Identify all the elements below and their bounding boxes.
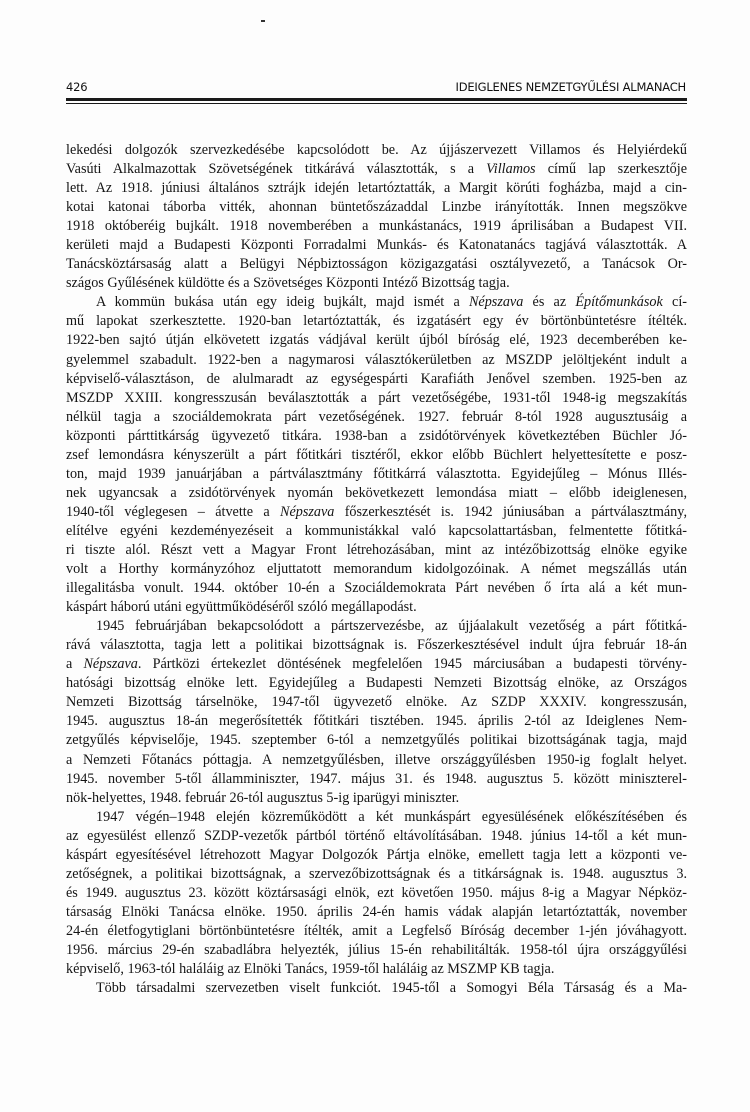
text-line — [66, 446, 687, 465]
text-line — [66, 389, 687, 408]
text-run: című lap szerkesztője — [535, 161, 687, 178]
text-run: Vasúti Alkalmazottak Szövetségének titkárává választották, s a — [66, 161, 487, 178]
text-line — [66, 712, 687, 731]
text-run: képviselő, 1963-tól haláláig az Elnöki Tanács, 1959-től haláláig az MSZMP KB tagja. — [66, 961, 555, 978]
text-run: 1945 februárjában bekapcsolódott a pártszervezésbe, az újjáalakult vezetőség a párt főtitká- — [96, 618, 687, 635]
text-line — [66, 503, 687, 522]
text-run: központi párttitkárság ügyvezető titkára. 1938-ban a zsidótörvények következtében Büchler Jó- — [66, 427, 687, 444]
text-run: elítélve egyéni kezdeményezéseit a kommunistákkal való kapcsolattartásban, felmentette főtitká- — [66, 522, 687, 539]
text-line — [66, 408, 687, 427]
text-run: 1956. március 29-én szabadlábra helyezték, július 15-én rehabilitálták. 1958-tól újra országgyűlési — [66, 941, 687, 958]
text-run: 1940-től véglegesen – átvette a — [66, 503, 280, 520]
text-run: mű lapokat szerkesztette. 1920-ban letartóztatták, és izgatásért egy év börtönbüntetésre ítélték. — [66, 313, 687, 330]
paragraph — [66, 141, 687, 293]
text-run: Nemzeti Bizottság társelnöke, 1947-től ügyvezető elnöke. Az SZDP XXXIV. kongresszusán, — [66, 694, 687, 711]
text-run: 1947 végén–1948 elején közreműködött a két munkáspárt egyesülésének előkészítésében és — [96, 808, 687, 825]
text-run: és 1949. augusztus 23. között köztársasági elnök, ezt követően 1950. május 8-ig a Magyar Népköz- — [66, 884, 687, 901]
text-line — [66, 351, 687, 370]
text-run: nek ugyancsak a zsidótörvények nyomán bekövetkezett lemondása miatt – előbb ideiglenesen, — [66, 484, 687, 501]
text-run: nök-helyettes, 1948. február 26-tól augusztus 5-ig iparügyi miniszter. — [66, 789, 460, 806]
text-line — [66, 979, 687, 998]
text-line — [66, 370, 687, 389]
text-run: ri tiszte alól. Részt vett a Magyar Front létrehozásában, mint az intézőbizottság elnöke egyike — [66, 541, 687, 558]
text-line — [66, 827, 687, 846]
book-title: IDEIGLENES NEMZETGYŰLÉSI ALMANACH — [455, 80, 686, 94]
text-run: és az — [523, 294, 576, 311]
text-run: hatósági bizottság elnöke lett. Egyidejűleg a Budapesti Nemzeti Bizottság elnöke, az Országos — [66, 675, 687, 692]
text-line — [66, 903, 687, 922]
italic-title: Népszava — [279, 503, 335, 520]
text-line — [66, 770, 687, 789]
paragraph — [66, 979, 687, 998]
italic-title: Villamos — [486, 161, 536, 178]
text-run: ton, majd 1939 januárjában a pártválasztmány főtitkárrá választotta. Egyidejűleg – Mónus Illés- — [66, 465, 687, 482]
text-run: zsef lemondásra kényszerült a párt főtitkári tisztéről, ekkor előbb Büchlert helyettesítette e posz- — [66, 446, 687, 463]
text-run: 1918 októberéig bujkált. 1918 novemberében a munkástanács, 1919 áprilisában a Budapest VII. — [66, 218, 687, 235]
text-run: illegalitásba vonult. 1944. október 10-én a Szociáldemokrata Párt nevében ő írta alá a két mun- — [66, 580, 687, 597]
text-run: MSZDP XXIII. kongresszusán beválasztották a párt vezetőségébe, 1931-től 1948-ig megszakítás — [66, 389, 687, 406]
text-line — [66, 293, 687, 312]
text-line — [66, 331, 687, 350]
text-line — [66, 617, 687, 636]
text-line — [66, 141, 687, 160]
scan-speck — [261, 20, 265, 22]
text-line — [66, 941, 687, 960]
text-line — [66, 846, 687, 865]
text-line — [66, 884, 687, 903]
text-run: a — [66, 656, 84, 673]
text-run: gyelemmel szabadult. 1922-ben a nagymarosi választókerületben az MSZDP jelöltjeként indult a — [66, 351, 687, 368]
page-number: 426 — [66, 80, 88, 94]
text-run: 1945. augusztus 18-án megerősítették főtitkári tisztében. 1945. április 2-tól az Ideiglenes Nem- — [66, 713, 687, 730]
text-line — [66, 808, 687, 827]
text-run: főszerkesztését is. 1942 júniusában a pártválasztmány, — [334, 503, 687, 520]
text-run: kotai katonai táborba vitték, ahonnan büntetőszázaddal Linzbe irányították. Innen megszökve — [66, 199, 687, 216]
text-line — [66, 484, 687, 503]
text-line — [66, 865, 687, 884]
text-run: Tanácsköztársaság alatt a Belügyi Népbiztosságon közigazgatási osztályvezető, a Tanácsok Or- — [66, 256, 687, 273]
text-run: kerületi majd a Budapesti Központi Forradalmi Munkás- és Katonatanács tagjává választották. A — [66, 237, 687, 254]
italic-title: Építőmunkások — [575, 294, 663, 311]
text-line — [66, 198, 687, 217]
text-line — [66, 236, 687, 255]
text-line — [66, 960, 687, 979]
text-line — [66, 312, 687, 331]
text-run: Több társadalmi szervezetben viselt funkciót. 1945-től a Somogyi Béla Társaság és a Ma- — [96, 980, 687, 997]
text-run: káspárt háború utáni együttműködéséről szóló megállapodást. — [66, 599, 417, 616]
text-run: volt a Horthy kormányzóhoz eljuttatott memorandum kidolgozóinak. A német megszállás után — [66, 561, 687, 578]
text-line — [66, 427, 687, 446]
text-line — [66, 731, 687, 750]
text-line — [66, 255, 687, 274]
text-line — [66, 674, 687, 693]
text-run: A kommün bukása után egy ideig bujkált, majd ismét a — [96, 294, 469, 311]
text-line — [66, 789, 687, 808]
text-line — [66, 751, 687, 770]
header-rule-thick — [66, 98, 687, 101]
text-line — [66, 522, 687, 541]
text-line — [66, 160, 687, 179]
text-run: 1922-ben sajtó útján elkövetett izgatás vádjával került újból bíróság elé, 1923 decemberében ke- — [66, 332, 687, 349]
text-run: zetőségnek, a politikai bizottságnak, a szervezőbizottságnak és a titkárságnak is. 1948. augusztus 3. — [66, 865, 687, 882]
running-header — [66, 80, 686, 96]
text-line — [66, 922, 687, 941]
body-text — [66, 141, 687, 998]
text-line — [66, 465, 687, 484]
text-run: a Nemzeti Főtanács póttagja. A nemzetgyűlésben, illetve országgyűlésben 1950-ig foglalt helyet. — [66, 751, 687, 768]
text-line — [66, 541, 687, 560]
text-line — [66, 579, 687, 598]
paragraph — [66, 808, 687, 979]
paragraph — [66, 293, 687, 617]
text-run: zetgyűlés képviselője, 1945. szeptember 6-tól a nemzetgyűlés politikai bizottságának tagja, majd — [66, 732, 687, 749]
text-run: cí- — [662, 294, 687, 311]
text-run: 1945. november 5-től államminiszter, 1947. május 31. és 1948. augusztus 5. között miniszterel- — [66, 770, 687, 787]
text-line — [66, 217, 687, 236]
italic-title: Népszava — [468, 294, 524, 311]
text-line — [66, 179, 687, 198]
text-line — [66, 560, 687, 579]
text-run: lett. Az 1918. júniusi általános sztrájk idején letartóztatták, a Margit körúti fogházba, majd a cin- — [66, 180, 687, 197]
text-line — [66, 693, 687, 712]
text-line — [66, 274, 687, 293]
text-run: az egyesülést ellenző SZDP-vezetők pártból történő eltávolításában. 1948. június 14-től a két mun- — [66, 827, 687, 844]
text-run: lekedési dolgozók szervezkedésébe kapcsolódott be. Az újjászervezett Villamos és Helyiérdekű — [66, 142, 687, 158]
text-run: képviselő-választáson, de alulmaradt az egységespárti Karafiáth Jenővel szemben. 1925-ben az — [66, 370, 687, 387]
text-line — [66, 636, 687, 655]
header-rule-thin — [66, 103, 687, 104]
text-run: társaság Elnöki Tanácsa elnöke. 1950. április 24-én hamis vádak alapján letartóztatták, november — [66, 903, 687, 920]
paragraph — [66, 617, 687, 807]
text-run: . Pártközi értekezlet döntésének megfelelően 1945 márciusában a budapesti törvény- — [137, 656, 687, 673]
italic-title: Népszava — [83, 656, 138, 673]
text-run: káspárt egyesítésével létrehozott Magyar Dolgozók Pártja elnöke, emellett tagja lett a központi ve- — [66, 846, 687, 863]
text-line — [66, 598, 687, 617]
text-run: szágos Gyűlésének küldötte és a Szövetséges Központi Intéző Bizottság tagja. — [66, 275, 510, 292]
text-run: nélkül tagja a szociáldemokrata párt vezetőségének. 1927. február 8-tól 1928 augusztusáig a — [66, 408, 687, 425]
text-run: rává választotta, tagja lett a politikai bizottságnak is. Főszerkesztésével indult újra február 18-án — [66, 637, 687, 654]
text-line — [66, 655, 687, 674]
text-run: 24-én életfogytiglani börtönbüntetésre ítélték, amit a Legfelső Bíróság december 1-jén jóváhagyott. — [66, 922, 687, 939]
